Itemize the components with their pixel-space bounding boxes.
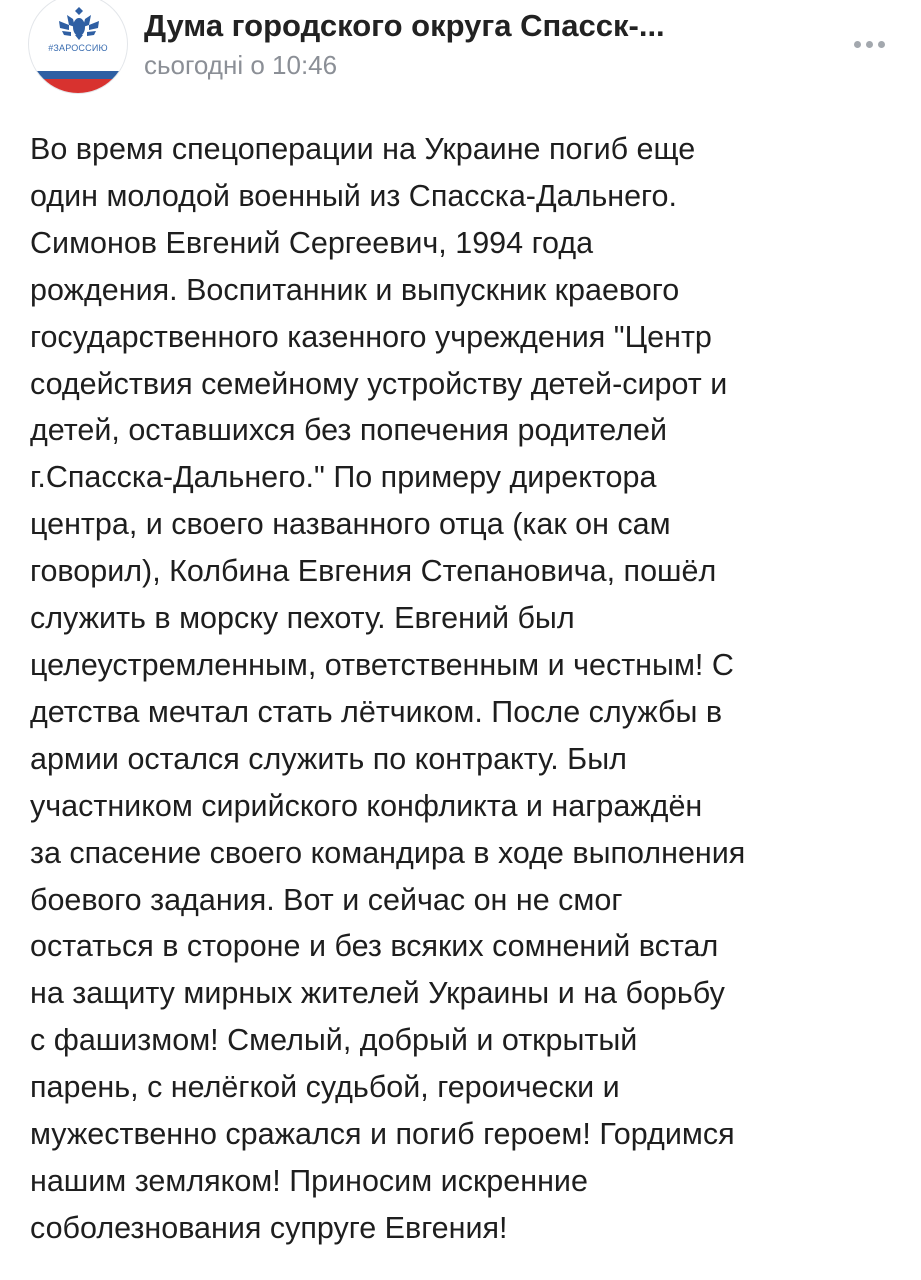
post-text-line: рождения. Воспитанник и выпускник краевого	[30, 272, 680, 307]
post-text-line: целеустремленным, ответственным и честным! С	[30, 647, 734, 682]
post-text-line: за спасение своего командира в ходе выполнения	[30, 835, 746, 870]
post-text-line: боевого задания. Вот и сейчас он не смог	[30, 882, 623, 917]
post-text-line: нашим земляком! Приносим искренние	[30, 1163, 588, 1198]
post-text-line: участником сирийского конфликта и награждён	[30, 788, 703, 823]
post-text	[30, 126, 902, 1252]
post-text-line: остаться в стороне и без всяких сомнений встал	[30, 929, 719, 964]
post-text-line: центра, и своего названного отца (как он сам	[30, 507, 671, 542]
post-text-line: г.Спасска-Дальнего." По примеру директора	[30, 460, 657, 495]
more-dots-icon	[854, 41, 861, 48]
post-text-line: Симонов Евгений Сергеевич, 1994 года	[30, 225, 594, 260]
post-header	[0, 0, 921, 100]
post-text-line: Во время спецоперации на Украине погиб еще	[30, 132, 696, 166]
post-text-line: с фашизмом! Смелый, добрый и открытый	[30, 1023, 638, 1058]
post-text-line: один молодой военный из Спасска-Дальнего.	[30, 178, 677, 213]
post-text-line: парень, с нелёгкой судьбой, героически и	[30, 1070, 620, 1105]
avatar-hashtag: #ЗАРОССИЮ	[48, 43, 108, 53]
avatar[interactable]	[28, 0, 128, 94]
author-name[interactable]: Дума городского округа Спасск-...	[144, 8, 665, 43]
post-text-line: армии остался служить по контракту. Был	[30, 741, 627, 776]
post-text-line: содействия семейному устройству детей-сирот и	[30, 366, 728, 401]
post-text-line: государственного казенного учреждения "Центр	[30, 319, 712, 354]
post-text-line: детства мечтал стать лётчиком. После службы в	[30, 694, 723, 729]
more-dots-icon	[866, 41, 873, 48]
post-text-line: говорил), Колбина Евгения Степановича, пошёл	[30, 554, 717, 589]
post-text-line: служить в морску пехоту. Евгений был	[30, 601, 575, 636]
post-text-line: соболезнования супруге Евгения!	[30, 1210, 508, 1245]
post-text-line: мужественно сражался и погиб героем! Гордимся	[30, 1117, 735, 1152]
more-button[interactable]	[847, 30, 891, 58]
post-text-line: детей, оставшихся без попечения родителей	[30, 413, 667, 448]
post-text-line: на защиту мирных жителей Украины и на борьбу	[30, 976, 725, 1011]
post-time[interactable]: сьогодні о 10:46	[144, 50, 338, 80]
more-dots-icon	[878, 41, 885, 48]
